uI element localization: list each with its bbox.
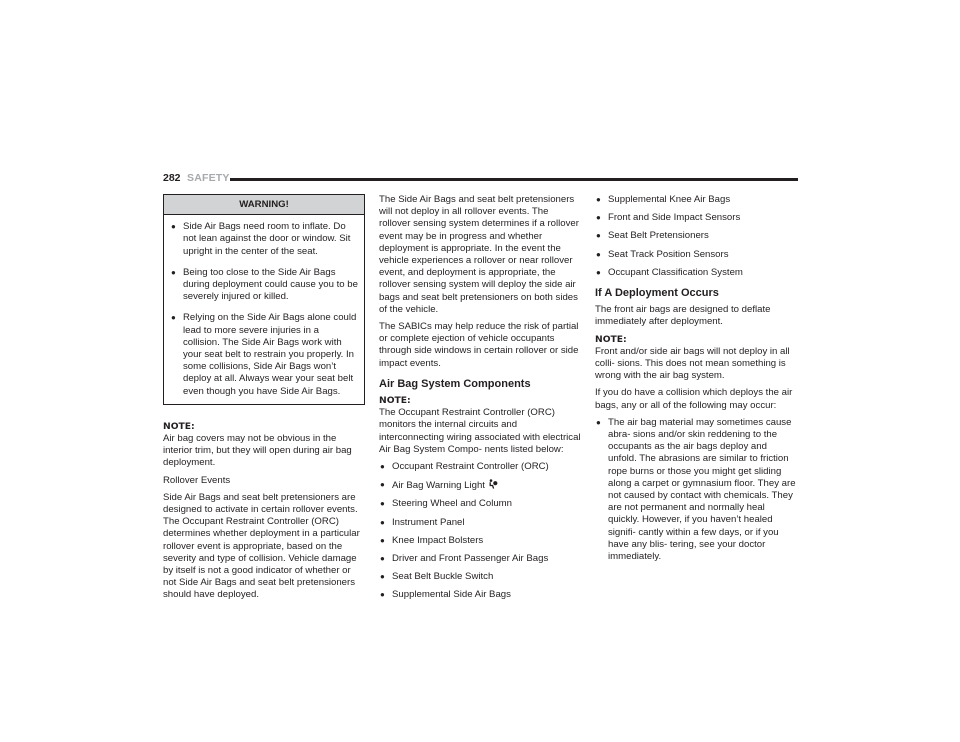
list-item: [595, 249, 798, 261]
warning-item-text: Being too close to the Side Air Bags during deployment could cause you to be severely injured or killed.: [183, 266, 358, 303]
list-item-text: Driver and Front Passenger Air Bags: [392, 553, 549, 565]
list-item: [379, 535, 581, 547]
bullet-icon: ●: [596, 417, 601, 427]
bullet-icon: ●: [596, 195, 601, 204]
list-item: [379, 498, 581, 510]
warning-title: WARNING!: [164, 195, 364, 215]
list-item-text: Seat Track Position Sensors: [608, 248, 729, 260]
deploy-heading: If A Deployment Occurs: [595, 287, 719, 300]
list-item-text: Steering Wheel and Column: [392, 498, 512, 510]
list-item: [595, 267, 798, 279]
list-item-text: Seat Belt Pretensioners: [608, 230, 709, 242]
header-rule: [230, 178, 798, 181]
note-label: NOTE:: [379, 395, 411, 407]
bullet-icon: ●: [380, 535, 385, 545]
note-label: NOTE:: [163, 420, 195, 432]
note-text: Air bag covers may not be obvious in the interior trim, but they will open during air bag deployment.: [163, 433, 352, 469]
list-item: [595, 417, 798, 563]
list-item-text: Supplemental Knee Air Bags: [608, 194, 731, 205]
bullet-icon: ●: [380, 499, 385, 509]
list-item-text: Front and Side Impact Sensors: [608, 212, 741, 224]
list-item-text: Occupant Restraint Controller (ORC): [392, 461, 549, 473]
warning-item-text: Side Air Bags need room to inflate. Do not lean against the door or window. Sit upright in the center of the seat.: [183, 221, 351, 257]
note-text: Front and/or side air bags will not deploy in all colli- sions. This does not mean something is wrong with the air bag system.: [595, 345, 790, 382]
list-item: [379, 553, 581, 565]
rollover-text: Side Air Bags and seat belt pretensioners are designed to activate in certain rollover events. The Occupant Restraint Controller (ORC) determines whether deployment in a particular rollover event is appropriate, based on the severity and type of collision. Vehicle damage by itself is not a good indicator of whether or not Side Air Bags and seat belt pretensioners should have deployed.: [163, 491, 360, 601]
list-item-text: Seat Belt Buckle Switch: [392, 571, 494, 583]
list-item: [379, 571, 581, 583]
list-item-text: Air Bag Warning Light: [392, 480, 485, 492]
section-title: SAFETY: [187, 172, 230, 184]
list-item-text: The air bag material may sometimes cause abra- sions and/or skin reddening to the occupants as the air bags deploy and unfold. The abrasions are similar to friction rope burns or those you might get sliding along a carpet or gymnasium floor. They are not caused by contact with chemicals. They are not permanent and normally heal quickly. However, if you haven’t healed signifi- cantly within a few days, or if you have any blis- tering, see your doctor immediately.: [608, 416, 796, 563]
rollover-heading: Rollover Events: [163, 474, 231, 486]
list-item-text: Knee Impact Bolsters: [392, 534, 484, 546]
list-item-text: Instrument Panel: [392, 516, 465, 528]
list-item: [595, 212, 798, 224]
effects-list: [595, 417, 798, 563]
rollover-sensing-text: The Side Air Bags and seat belt pretensioners will not deploy in all rollover events. The rollover sensing system determines if a rollover event may be in progress and whether deployment is appropriate. In the event the vehicle experiences a rollover or near rollover event, and deployment is appropriate, the rollover sensing system will deploy the side air bags and seat belt pretensioners on both sides of the vehicle.: [379, 194, 579, 315]
warning-item: [170, 267, 358, 304]
list-item-text: Occupant Classification System: [608, 266, 743, 278]
deploy-text: The front air bags are designed to deflate immediately after deployment.: [595, 304, 771, 328]
column-1: [163, 194, 365, 607]
bullet-icon: ●: [171, 267, 176, 277]
components-list: [379, 461, 581, 602]
bullet-icon: ●: [380, 554, 385, 564]
column-2: [379, 194, 581, 608]
airbag-warning-light-icon: [488, 479, 498, 489]
warning-item: [170, 221, 358, 258]
list-item: [379, 517, 581, 529]
list-item: [379, 589, 581, 601]
note-text: The Occupant Restraint Controller (ORC) monitors the internal circuits and interconnecting wiring associated with electrical Air Bag System Compo- nents listed below:: [379, 407, 581, 455]
list-item: [379, 479, 581, 492]
page-header: [163, 172, 798, 186]
sabic-text: The SABICs may help reduce the risk of partial or complete ejection of vehicle occupants through side windows in certain rollover or side impact events.: [379, 321, 579, 369]
list-item: [595, 230, 798, 242]
warning-item: [170, 312, 358, 397]
collision-text: If you do have a collision which deploys the air bags, any or all of the following may occur:: [595, 387, 793, 411]
list-item-text: Supplemental Side Air Bags: [392, 589, 511, 601]
bullet-icon: ●: [380, 590, 385, 600]
bullet-icon: ●: [596, 267, 601, 277]
page-number: 282: [163, 172, 181, 184]
warning-body: [164, 215, 364, 404]
note-label: NOTE:: [595, 333, 627, 345]
components-list-continued: [595, 194, 798, 279]
bullet-icon: ●: [171, 313, 176, 323]
warning-item-text: Relying on the Side Air Bags alone could lead to more severe injuries in a collision. The Side Air Bags work with your seat belt to restrain you properly. In some collisions, Side Air Bags won’t deploy at all. Always wear your seat belt even though you have Side Air Bags.: [183, 312, 357, 397]
bullet-icon: ●: [380, 572, 385, 582]
bullet-icon: ●: [380, 517, 385, 527]
bullet-icon: ●: [596, 249, 601, 259]
bullet-icon: ●: [596, 213, 601, 223]
bullet-icon: ●: [596, 231, 601, 241]
warning-box: [163, 194, 365, 405]
bullet-icon: ●: [380, 480, 385, 490]
bullet-icon: ●: [171, 222, 176, 232]
bullet-icon: ●: [380, 462, 385, 472]
components-heading: Air Bag System Components: [379, 377, 531, 390]
warning-list: [170, 221, 358, 398]
list-item: [595, 194, 798, 206]
list-item: [379, 461, 581, 473]
column-3: [595, 194, 798, 569]
